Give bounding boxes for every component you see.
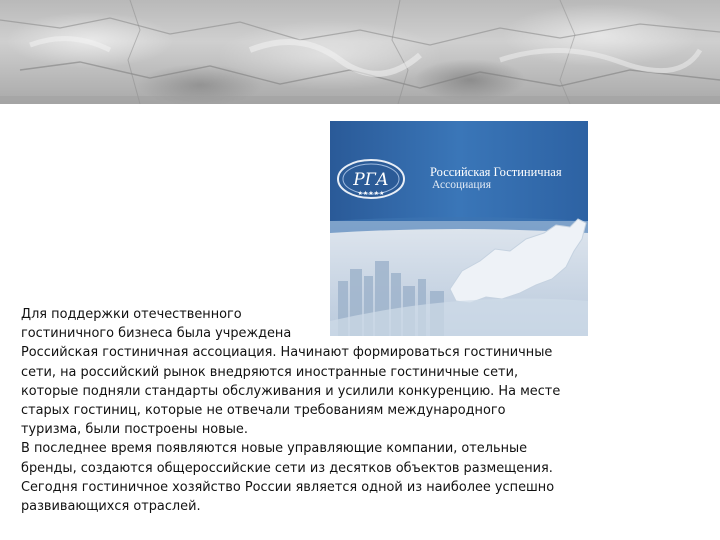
hotel-association-logo xyxy=(330,121,588,336)
text-line: Сегодня гостиничное хозяйство России является одной из наиболее успешно xyxy=(21,479,555,495)
text-line: которые подняли стандарты обслуживания и усилили конкуренцию. На месте xyxy=(21,383,561,399)
text-line: туризма, были построены новые. xyxy=(21,422,248,438)
logo-name-line2: Ассоциация xyxy=(432,179,491,191)
text-line: В последнее время появляются новые управляющие компании, отельные xyxy=(21,441,528,457)
logo-stars: ★★★★★ xyxy=(357,190,385,197)
text-line: Российская гостиничная ассоциация. Начинают формироваться гостиничные xyxy=(21,345,553,361)
text-line: Для поддержки отечественного xyxy=(21,307,242,322)
stone-texture-header xyxy=(0,0,720,104)
stone-cracks xyxy=(0,0,720,104)
text-line: бренды, создаются общероссийские сети из десятков объектов размещения. xyxy=(21,460,553,476)
text-line: старых гостиниц, которые не отвечали требованиям международного xyxy=(21,403,506,419)
logo-abbreviation: РГА xyxy=(353,170,389,190)
logo-name-line1: Российская Гостиничная xyxy=(430,165,562,179)
body-paragraph xyxy=(21,305,641,516)
text-line: развивающихся отраслей. xyxy=(21,499,201,515)
text-line: гостиничного бизнеса была учреждена xyxy=(21,326,292,342)
text-line: сети, на российский рынок внедряются иностранные гостиничные сети, xyxy=(21,364,519,380)
